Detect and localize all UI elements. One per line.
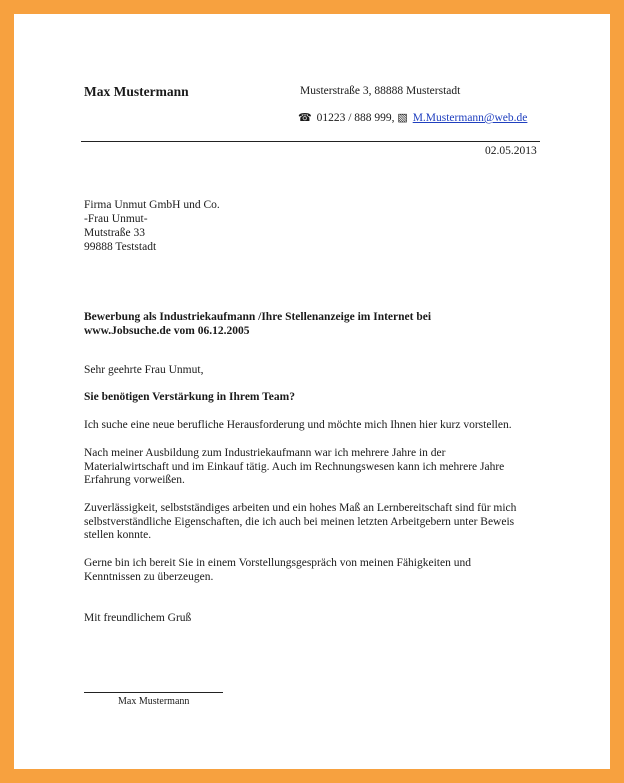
fax-icon: ▧ [397, 112, 408, 124]
paragraph-line: Nach meiner Ausbildung zum Industriekaufmann war ich mehrere Jahre in der [84, 447, 446, 459]
subject-text: www.Jobsuche.de vom 06.12.2005 [84, 325, 250, 337]
header-divider [81, 141, 540, 142]
recipient-line: Mutstraße 33 [84, 227, 146, 239]
paragraph-line: Erfahrung vorweißen. [84, 474, 185, 486]
phone-icon: ☎ [298, 112, 312, 124]
letter-page [14, 14, 610, 769]
body-paragraph [84, 502, 539, 543]
salutation: Sehr geehrte Frau Unmut, [84, 364, 204, 376]
closing: Mit freundlichem Gruß [84, 612, 192, 624]
subject-line [84, 310, 504, 338]
sender-address: Musterstraße 3, 88888 Musterstadt [300, 85, 461, 97]
paragraph-line: Materialwirtschaft und im Einkauf tätig. Auch im Rechnungswesen kann ich mehrere Jahre [84, 460, 505, 473]
paragraph-line: Zuverlässigkeit, selbstständiges arbeiten und ein hohes Maß an Lernbereitschaft sind für mich [84, 502, 517, 514]
sender-phone: 01223 / 888 999, [316, 112, 395, 124]
paragraph-line: Kenntnissen zu überzeugen. [84, 570, 214, 583]
body-paragraph [84, 447, 539, 488]
sender-contact [298, 111, 527, 124]
body-paragraph [84, 419, 539, 433]
paragraph-line: selbstverständliche Eigenschaften, die ich auch bei meinen letzten Arbeitgebern unter Beweis [84, 515, 515, 528]
recipient-line: -Frau Unmut- [84, 213, 148, 225]
signature-name: Max Mustermann [118, 696, 190, 707]
signature-line [84, 692, 223, 693]
letter-date: 02.05.2013 [485, 145, 537, 157]
recipient-address [84, 198, 384, 254]
letter-headline: Sie benötigen Verstärkung in Ihrem Team? [84, 391, 295, 403]
sender-name: Max Mustermann [84, 84, 189, 99]
recipient-line: 99888 Teststadt [84, 241, 157, 253]
paragraph-line: Gerne bin ich bereit Sie in einem Vorstellungsgespräch von meinen Fähigkeiten und [84, 557, 471, 569]
recipient-line: Firma Unmut GmbH und Co. [84, 199, 220, 211]
body-paragraph [84, 557, 539, 584]
sender-email-link[interactable]: M.Mustermann@web.de [412, 112, 528, 124]
subject-text: Bewerbung als Industriekaufmann /Ihre Stellenanzeige im Internet bei [84, 311, 432, 323]
paragraph-line: Ich suche eine neue berufliche Herausforderung und möchte mich Ihnen hier kurz vorstellen. [84, 419, 512, 431]
paragraph-line: stellen konnte. [84, 529, 152, 541]
